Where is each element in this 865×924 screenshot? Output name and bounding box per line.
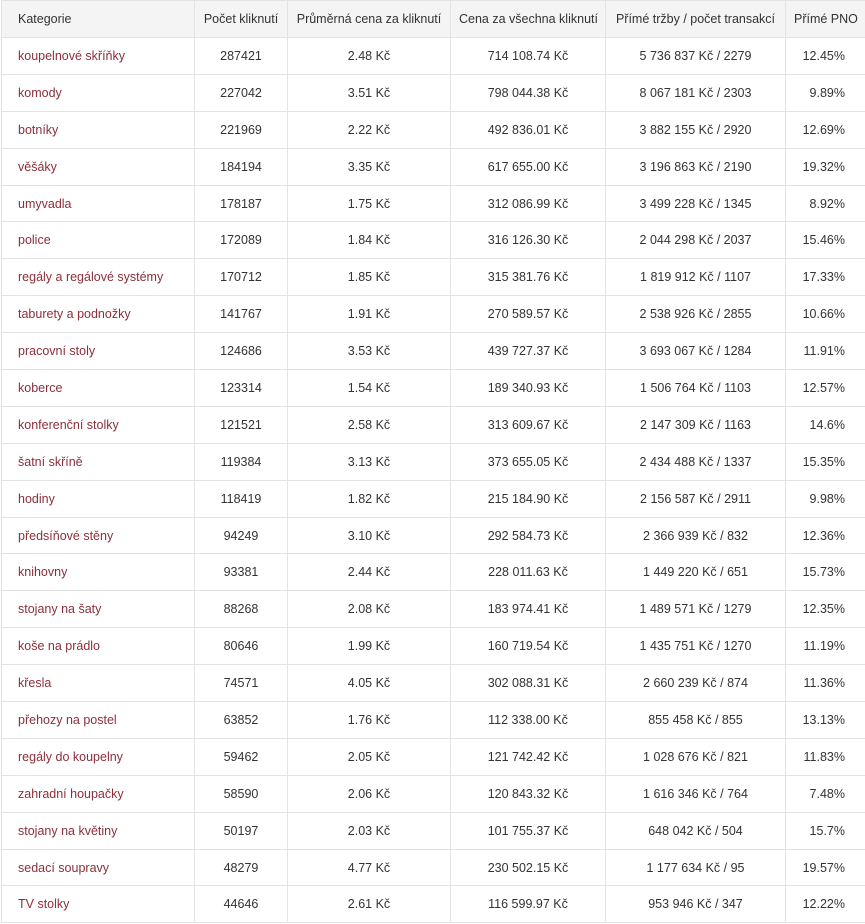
cell-avg-cpc: 1.85 Kč <box>288 259 451 296</box>
cell-category <box>2 222 195 259</box>
table-row <box>2 812 865 849</box>
cell-avg-cpc: 3.53 Kč <box>288 333 451 370</box>
table-row <box>2 517 865 554</box>
cell-total-cost: 270 589.57 Kč <box>451 296 606 333</box>
cell-revenue-transactions: 2 044 298 Kč / 2037 <box>606 222 786 259</box>
cell-clicks: 58590 <box>195 775 288 812</box>
cell-clicks: 118419 <box>195 480 288 517</box>
cell-total-cost: 312 086.99 Kč <box>451 185 606 222</box>
cell-clicks: 227042 <box>195 74 288 111</box>
cell-clicks: 172089 <box>195 222 288 259</box>
table-row <box>2 222 865 259</box>
cell-pno: 15.35% <box>786 443 865 480</box>
cell-clicks: 123314 <box>195 370 288 407</box>
cell-clicks: 59462 <box>195 738 288 775</box>
header-row <box>2 1 865 38</box>
cell-total-cost: 112 338.00 Kč <box>451 702 606 739</box>
cell-clicks: 178187 <box>195 185 288 222</box>
cell-category <box>2 849 195 886</box>
cell-clicks: 170712 <box>195 259 288 296</box>
cell-pno: 11.83% <box>786 738 865 775</box>
cell-pno: 15.46% <box>786 222 865 259</box>
cell-total-cost: 215 184.90 Kč <box>451 480 606 517</box>
cell-revenue-transactions: 855 458 Kč / 855 <box>606 702 786 739</box>
cell-pno: 15.7% <box>786 812 865 849</box>
table-row <box>2 148 865 185</box>
cell-avg-cpc: 4.77 Kč <box>288 849 451 886</box>
cell-total-cost: 315 381.76 Kč <box>451 259 606 296</box>
cell-pno: 12.69% <box>786 111 865 148</box>
cell-revenue-transactions: 2 434 488 Kč / 1337 <box>606 443 786 480</box>
cell-revenue-transactions: 3 196 863 Kč / 2190 <box>606 148 786 185</box>
table-row <box>2 443 865 480</box>
category-link[interactable]: regály do koupelny <box>18 749 123 764</box>
cell-avg-cpc: 2.61 Kč <box>288 886 451 923</box>
cell-pno: 8.92% <box>786 185 865 222</box>
cell-avg-cpc: 1.84 Kč <box>288 222 451 259</box>
cell-total-cost: 116 599.97 Kč <box>451 886 606 923</box>
cell-revenue-transactions: 8 067 181 Kč / 2303 <box>606 74 786 111</box>
cell-category <box>2 738 195 775</box>
cell-category <box>2 517 195 554</box>
table-row <box>2 74 865 111</box>
cell-avg-cpc: 3.35 Kč <box>288 148 451 185</box>
cell-revenue-transactions: 953 946 Kč / 347 <box>606 886 786 923</box>
cell-clicks: 88268 <box>195 591 288 628</box>
cell-pno: 17.33% <box>786 259 865 296</box>
cell-clicks: 63852 <box>195 702 288 739</box>
category-link[interactable]: TV stolky <box>18 897 70 912</box>
cell-clicks: 80646 <box>195 628 288 665</box>
cell-clicks: 121521 <box>195 406 288 443</box>
cell-clicks: 50197 <box>195 812 288 849</box>
cell-category <box>2 812 195 849</box>
cell-pno: 15.73% <box>786 554 865 591</box>
category-link[interactable]: knihovny <box>18 565 68 580</box>
cell-avg-cpc: 2.58 Kč <box>288 406 451 443</box>
cell-category <box>2 775 195 812</box>
cell-clicks: 119384 <box>195 443 288 480</box>
cell-pno: 11.36% <box>786 665 865 702</box>
cell-category <box>2 333 195 370</box>
category-link[interactable]: přehozy na postel <box>18 712 117 727</box>
cell-clicks: 44646 <box>195 886 288 923</box>
cell-revenue-transactions: 1 435 751 Kč / 1270 <box>606 628 786 665</box>
cell-category <box>2 886 195 923</box>
cell-pno: 9.98% <box>786 480 865 517</box>
table-row <box>2 775 865 812</box>
cell-pno: 11.19% <box>786 628 865 665</box>
cell-avg-cpc: 2.03 Kč <box>288 812 451 849</box>
category-link[interactable]: koše na prádlo <box>18 639 101 654</box>
category-link[interactable]: komody <box>18 85 62 100</box>
category-link[interactable]: šatní skříně <box>18 454 83 469</box>
cell-revenue-transactions: 2 156 587 Kč / 2911 <box>606 480 786 517</box>
table-row <box>2 185 865 222</box>
cell-revenue-transactions: 3 499 228 Kč / 1345 <box>606 185 786 222</box>
cell-clicks: 184194 <box>195 148 288 185</box>
cell-avg-cpc: 2.44 Kč <box>288 554 451 591</box>
cell-avg-cpc: 1.82 Kč <box>288 480 451 517</box>
cell-avg-cpc: 2.08 Kč <box>288 591 451 628</box>
category-link[interactable]: konferenční stolky <box>18 417 119 432</box>
category-link[interactable]: regály a regálové systémy <box>18 270 164 285</box>
cell-revenue-transactions: 3 882 155 Kč / 2920 <box>606 111 786 148</box>
cell-clicks: 74571 <box>195 665 288 702</box>
cell-pno: 12.36% <box>786 517 865 554</box>
cell-revenue-transactions: 1 506 764 Kč / 1103 <box>606 370 786 407</box>
table-row <box>2 591 865 628</box>
table-row <box>2 259 865 296</box>
cell-avg-cpc: 1.75 Kč <box>288 185 451 222</box>
category-link[interactable]: police <box>18 233 51 248</box>
table-row <box>2 406 865 443</box>
cell-category <box>2 665 195 702</box>
cell-category <box>2 148 195 185</box>
cell-category <box>2 259 195 296</box>
cell-avg-cpc: 1.99 Kč <box>288 628 451 665</box>
cell-revenue-transactions: 1 028 676 Kč / 821 <box>606 738 786 775</box>
cell-clicks: 141767 <box>195 296 288 333</box>
cell-pno: 19.57% <box>786 849 865 886</box>
cell-total-cost: 183 974.41 Kč <box>451 591 606 628</box>
table-row <box>2 849 865 886</box>
cell-category <box>2 406 195 443</box>
cell-avg-cpc: 2.22 Kč <box>288 111 451 148</box>
cell-pno: 19.32% <box>786 148 865 185</box>
cell-pno: 11.91% <box>786 333 865 370</box>
header-avg-cpc[interactable]: Průměrná cena za kliknutí <box>288 1 451 38</box>
header-clicks[interactable]: Počet kliknutí <box>195 1 288 38</box>
cell-revenue-transactions: 1 449 220 Kč / 651 <box>606 554 786 591</box>
cell-total-cost: 439 727.37 Kč <box>451 333 606 370</box>
category-link[interactable]: koupelnové skříňky <box>18 48 126 63</box>
cell-revenue-transactions: 1 819 912 Kč / 1107 <box>606 259 786 296</box>
cell-avg-cpc: 2.05 Kč <box>288 738 451 775</box>
table-row <box>2 738 865 775</box>
cell-clicks: 124686 <box>195 333 288 370</box>
cell-pno: 12.45% <box>786 38 865 75</box>
header-revenue-transactions[interactable]: Přímé tržby / počet transakcí <box>606 1 786 38</box>
cell-pno: 7.48% <box>786 775 865 812</box>
cell-category <box>2 38 195 75</box>
table-row <box>2 886 865 923</box>
cell-total-cost: 617 655.00 Kč <box>451 148 606 185</box>
cell-total-cost: 120 843.32 Kč <box>451 775 606 812</box>
category-link[interactable]: stojany na šaty <box>18 602 102 617</box>
cell-total-cost: 798 044.38 Kč <box>451 74 606 111</box>
cell-total-cost: 189 340.93 Kč <box>451 370 606 407</box>
cell-category <box>2 185 195 222</box>
cell-category <box>2 370 195 407</box>
cell-clicks: 287421 <box>195 38 288 75</box>
cell-category <box>2 296 195 333</box>
cell-clicks: 93381 <box>195 554 288 591</box>
cell-pno: 14.6% <box>786 406 865 443</box>
table-row <box>2 702 865 739</box>
category-link[interactable]: sedací soupravy <box>18 860 110 875</box>
cell-pno: 12.22% <box>786 886 865 923</box>
category-stats-table <box>1 0 865 923</box>
table-row <box>2 628 865 665</box>
table-row <box>2 554 865 591</box>
table-row <box>2 333 865 370</box>
cell-total-cost: 228 011.63 Kč <box>451 554 606 591</box>
cell-pno: 9.89% <box>786 74 865 111</box>
category-link[interactable]: zahradní houpačky <box>18 786 124 801</box>
cell-total-cost: 101 755.37 Kč <box>451 812 606 849</box>
table-row <box>2 111 865 148</box>
cell-avg-cpc: 2.48 Kč <box>288 38 451 75</box>
cell-revenue-transactions: 1 616 346 Kč / 764 <box>606 775 786 812</box>
cell-total-cost: 373 655.05 Kč <box>451 443 606 480</box>
cell-clicks: 221969 <box>195 111 288 148</box>
table-row <box>2 480 865 517</box>
cell-avg-cpc: 1.91 Kč <box>288 296 451 333</box>
cell-revenue-transactions: 2 538 926 Kč / 2855 <box>606 296 786 333</box>
cell-revenue-transactions: 2 366 939 Kč / 832 <box>606 517 786 554</box>
cell-avg-cpc: 4.05 Kč <box>288 665 451 702</box>
cell-total-cost: 316 126.30 Kč <box>451 222 606 259</box>
cell-category <box>2 111 195 148</box>
category-link[interactable]: botníky <box>18 122 59 137</box>
cell-avg-cpc: 1.54 Kč <box>288 370 451 407</box>
cell-category <box>2 702 195 739</box>
cell-total-cost: 714 108.74 Kč <box>451 38 606 75</box>
cell-avg-cpc: 3.10 Kč <box>288 517 451 554</box>
cell-total-cost: 230 502.15 Kč <box>451 849 606 886</box>
cell-revenue-transactions: 3 693 067 Kč / 1284 <box>606 333 786 370</box>
cell-revenue-transactions: 2 147 309 Kč / 1163 <box>606 406 786 443</box>
category-link[interactable]: umyvadla <box>18 196 72 211</box>
cell-category <box>2 480 195 517</box>
cell-total-cost: 160 719.54 Kč <box>451 628 606 665</box>
category-link[interactable]: pracovní stoly <box>18 344 96 359</box>
category-link[interactable]: křesla <box>18 676 52 691</box>
cell-revenue-transactions: 648 042 Kč / 504 <box>606 812 786 849</box>
header-total-cost[interactable]: Cena za všechna kliknutí <box>451 1 606 38</box>
cell-category <box>2 74 195 111</box>
cell-total-cost: 313 609.67 Kč <box>451 406 606 443</box>
cell-revenue-transactions: 2 660 239 Kč / 874 <box>606 665 786 702</box>
cell-category <box>2 628 195 665</box>
table-row <box>2 296 865 333</box>
table-header <box>2 1 865 38</box>
header-pno[interactable]: Přímé PNO <box>786 1 865 38</box>
header-category[interactable]: Kategorie <box>2 1 195 38</box>
cell-pno: 12.57% <box>786 370 865 407</box>
cell-category <box>2 591 195 628</box>
cell-pno: 12.35% <box>786 591 865 628</box>
cell-pno: 13.13% <box>786 702 865 739</box>
category-link[interactable]: hodiny <box>18 491 55 506</box>
cell-category <box>2 554 195 591</box>
cell-avg-cpc: 2.06 Kč <box>288 775 451 812</box>
category-link[interactable]: předsíňové stěny <box>18 528 114 543</box>
cell-pno: 10.66% <box>786 296 865 333</box>
cell-total-cost: 292 584.73 Kč <box>451 517 606 554</box>
category-link[interactable]: stojany na květiny <box>18 823 118 838</box>
cell-total-cost: 492 836.01 Kč <box>451 111 606 148</box>
cell-avg-cpc: 3.51 Kč <box>288 74 451 111</box>
cell-avg-cpc: 3.13 Kč <box>288 443 451 480</box>
category-link[interactable]: věšáky <box>18 159 57 174</box>
cell-clicks: 94249 <box>195 517 288 554</box>
cell-clicks: 48279 <box>195 849 288 886</box>
cell-category <box>2 443 195 480</box>
table-row <box>2 665 865 702</box>
table-row <box>2 370 865 407</box>
category-link[interactable]: koberce <box>18 380 63 395</box>
category-link[interactable]: taburety a podnožky <box>18 307 131 322</box>
table-body <box>2 38 865 923</box>
cell-avg-cpc: 1.76 Kč <box>288 702 451 739</box>
table-row <box>2 38 865 75</box>
cell-total-cost: 302 088.31 Kč <box>451 665 606 702</box>
cell-revenue-transactions: 1 177 634 Kč / 95 <box>606 849 786 886</box>
cell-revenue-transactions: 1 489 571 Kč / 1279 <box>606 591 786 628</box>
cell-revenue-transactions: 5 736 837 Kč / 2279 <box>606 38 786 75</box>
cell-total-cost: 121 742.42 Kč <box>451 738 606 775</box>
